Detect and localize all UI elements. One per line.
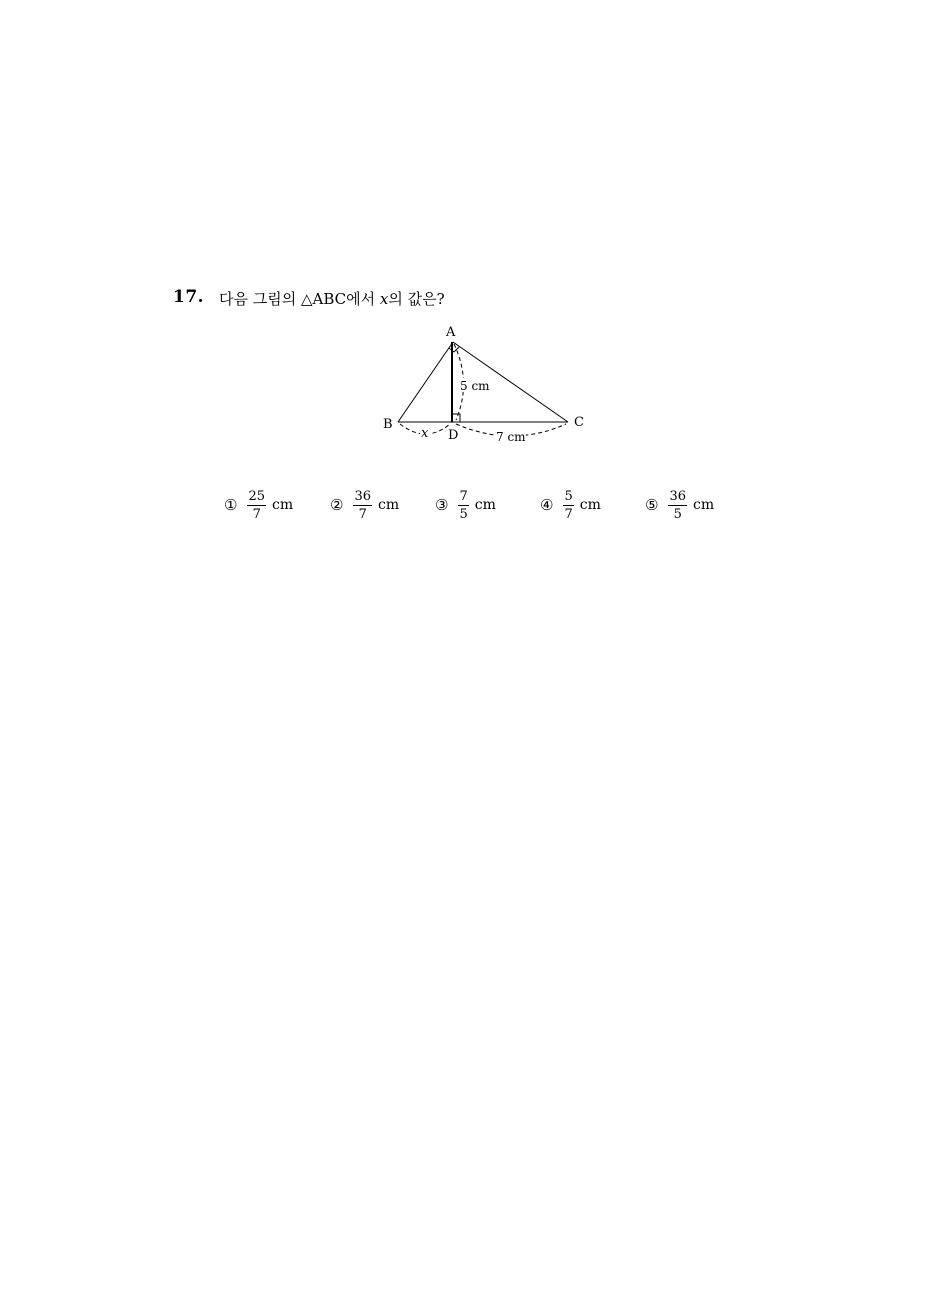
triangle-figure — [370, 322, 590, 456]
fraction-numerator: 36 — [669, 488, 686, 504]
question-text-after: 의 값은? — [388, 290, 445, 308]
label-d: D — [448, 428, 459, 443]
question-text — [219, 288, 445, 309]
choice-fraction — [247, 489, 266, 522]
fraction-numerator: 25 — [248, 488, 265, 504]
choice-fraction — [353, 489, 372, 522]
choice-unit: cm — [474, 497, 496, 513]
choice-marker: ③ — [435, 496, 449, 514]
choice-fraction — [458, 489, 468, 522]
choice-unit: cm — [693, 497, 715, 513]
label-x: x — [421, 426, 429, 441]
choice-marker: ① — [224, 496, 238, 514]
fraction-denominator: 5 — [459, 506, 468, 522]
choice-unit: cm — [378, 497, 400, 513]
fraction-denominator: 5 — [673, 506, 682, 522]
choice-3[interactable] — [435, 485, 496, 525]
question-text-before: 다음 그림의 △ABC에서 — [219, 290, 380, 308]
label-ad-length: 5 cm — [460, 379, 490, 393]
fraction-denominator: 7 — [252, 506, 261, 522]
question-number: 17. — [173, 287, 205, 307]
label-a: A — [446, 325, 456, 340]
choice-unit: cm — [579, 497, 601, 513]
fraction-denominator: 7 — [564, 506, 573, 522]
label-c: C — [574, 415, 584, 430]
choice-4[interactable] — [540, 485, 601, 525]
side-ab — [398, 342, 453, 422]
fraction-numerator: 7 — [459, 488, 468, 504]
answer-choices — [224, 485, 744, 529]
right-angle-mark-d — [452, 414, 460, 422]
label-b: B — [383, 417, 393, 432]
choice-marker: ② — [330, 496, 344, 514]
choice-fraction — [668, 489, 687, 522]
fraction-numerator: 36 — [354, 488, 371, 504]
fraction-numerator: 5 — [564, 488, 573, 504]
choice-marker: ④ — [540, 496, 554, 514]
label-dc-length: 7 cm — [496, 430, 526, 444]
choice-unit: cm — [272, 497, 294, 513]
fraction-denominator: 7 — [358, 506, 367, 522]
triangle-diagram — [370, 322, 590, 452]
choice-5[interactable] — [645, 485, 714, 525]
choice-fraction — [563, 489, 573, 522]
choice-2[interactable] — [330, 485, 399, 525]
choice-1[interactable] — [224, 485, 293, 525]
choice-marker: ⑤ — [645, 496, 659, 514]
question-variable: x — [379, 290, 389, 308]
